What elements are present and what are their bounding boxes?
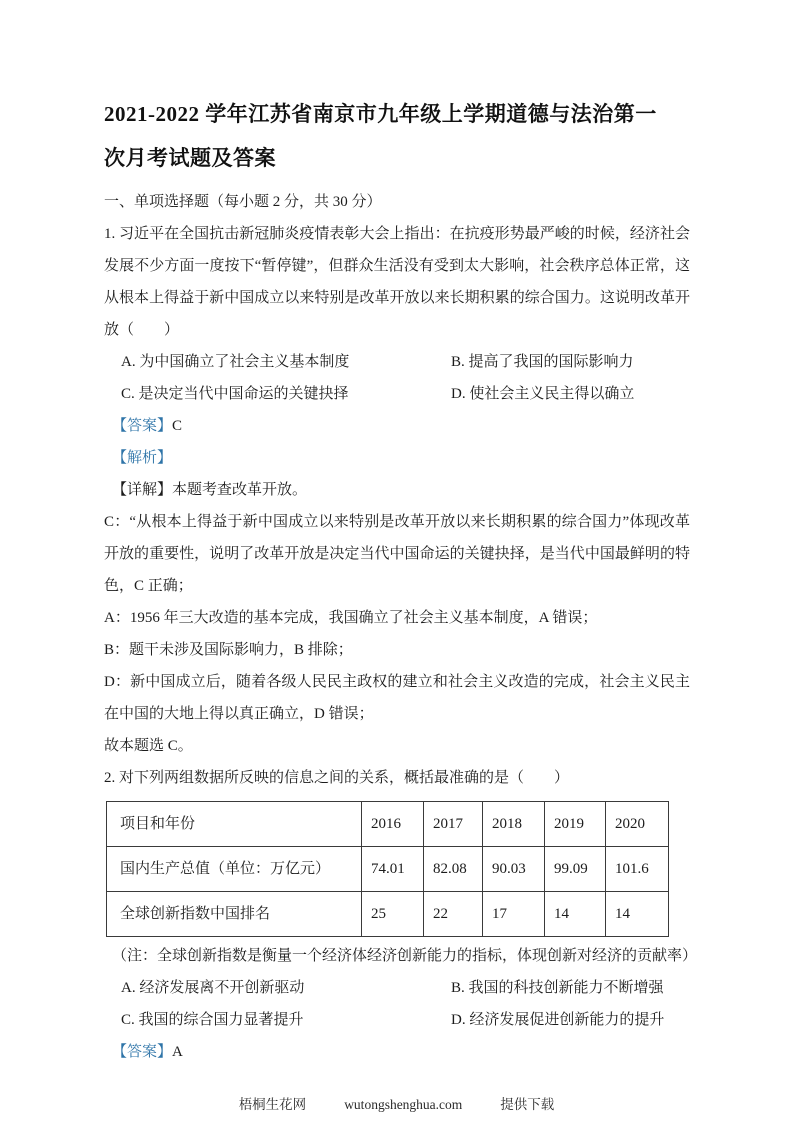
footer-download-text: 提供下载 (500, 1097, 555, 1112)
question1-detail-intro: 本题考查改革开放。 (172, 482, 308, 498)
section-heading: 一、单项选择题（每小题 2 分，共 30 分） (104, 194, 382, 210)
footer-site-url: wutongshenghua.com (344, 1097, 463, 1112)
question2-option-a: A. 经济发展离不开创新驱动 (121, 980, 305, 996)
table-header-2016: 2016 (362, 802, 424, 847)
question1-stem: 1. 习近平在全国抗击新冠肺炎疫情表彰大会上指出：在抗疫形势最严峻的时候，经济社会发展不少方面一度按下“暂停键”，但群众生活没有受到太大影响，社会秩序总体正常，这从根本上得益于新中国成立以来特别是改革开放以来长期积累的综合国力。这说明改革开放（ ） (104, 226, 690, 338)
answer-label: 【答案】 (112, 1044, 173, 1060)
question2-answer-line (104, 1036, 690, 1068)
detail-label: 【详解】 (112, 482, 173, 498)
table-row-innovation-rank (107, 892, 669, 937)
table-header-2018: 2018 (483, 802, 545, 847)
table-cell-rank-2017: 22 (424, 892, 483, 937)
table-header-item: 项目和年份 (107, 802, 362, 847)
question1-conclusion: 故本题选 C。 (104, 738, 193, 754)
question1-answer-line (104, 410, 690, 442)
table-header-2020: 2020 (606, 802, 669, 847)
question2-note: （注：全球创新指数是衡量一个经济体经济创新能力的指标，体现创新对经济的贡献率） (112, 948, 698, 964)
table-cell-rank-label: 全球创新指数中国排名 (107, 892, 362, 937)
question2-option-d: D. 经济发展促进创新能力的提升 (451, 1012, 665, 1028)
table-cell-rank-2018: 17 (483, 892, 545, 937)
question1-option-b: B. 提高了我国的国际影响力 (451, 354, 634, 370)
footer-site-name: 梧桐生花网 (238, 1097, 307, 1112)
question2-option-c: C. 我国的综合国力显著提升 (121, 1012, 304, 1028)
question1-explanation-d: D：新中国成立后，随着各级人民民主政权的建立和社会主义改造的完成，社会主义民主在中国的大地上得以真正确立，D 错误； (104, 674, 690, 722)
table-header-row (107, 802, 669, 847)
table-cell-gdp-2017: 82.08 (424, 847, 483, 892)
question1-analysis-line (104, 442, 690, 474)
question1-option-d: D. 使社会主义民主得以确立 (451, 386, 635, 402)
question1-options-row1 (104, 346, 690, 378)
question1-options-row2 (104, 378, 690, 410)
question2-options-row1 (104, 972, 690, 1004)
document-title-line2: 次月考试题及答案 (104, 146, 276, 170)
question1-detail-line (104, 474, 690, 506)
question2-stem: 2. 对下列两组数据所反映的信息之间的关系，概括最准确的是（ ） (104, 770, 570, 786)
question2-answer-value: A (172, 1044, 183, 1060)
question1-option-c: C. 是决定当代中国命运的关键抉择 (121, 386, 349, 402)
table-cell-gdp-label: 国内生产总值（单位：万亿元） (107, 847, 362, 892)
document-title (104, 92, 690, 180)
question1-answer-value: C (172, 418, 183, 434)
page-footer (0, 1096, 793, 1114)
question2-option-b: B. 我国的科技创新能力不断增强 (451, 980, 664, 996)
answer-label: 【答案】 (112, 418, 173, 434)
table-header-2019: 2019 (545, 802, 606, 847)
table-header-2017: 2017 (424, 802, 483, 847)
table-cell-gdp-2020: 101.6 (606, 847, 669, 892)
table-cell-gdp-2019: 99.09 (545, 847, 606, 892)
table-cell-gdp-2016: 74.01 (362, 847, 424, 892)
analysis-label: 【解析】 (112, 450, 173, 466)
question1-option-a: A. 为中国确立了社会主义基本制度 (121, 354, 350, 370)
question1-explanation-c: C：“从根本上得益于新中国成立以来特别是改革开放以来长期积累的综合国力”体现改革开放的重要性，说明了改革开放是决定当代中国命运的关键抉择，是当代中国最鲜明的特色，C 正确； (104, 514, 690, 594)
table-cell-rank-2019: 14 (545, 892, 606, 937)
document-title-line1: 2021-2022 学年江苏省南京市九年级上学期道德与法治第一 (104, 102, 657, 126)
question2-data-table (106, 801, 669, 937)
table-cell-rank-2020: 14 (606, 892, 669, 937)
table-cell-rank-2016: 25 (362, 892, 424, 937)
table-row-gdp (107, 847, 669, 892)
table-cell-gdp-2018: 90.03 (483, 847, 545, 892)
question1-explanation-a: A：1956 年三大改造的基本完成，我国确立了社会主义基本制度，A 错误； (104, 610, 598, 626)
question2-options-row2 (104, 1004, 690, 1036)
question1-explanation-b: B：题干未涉及国际影响力，B 排除； (104, 642, 353, 658)
